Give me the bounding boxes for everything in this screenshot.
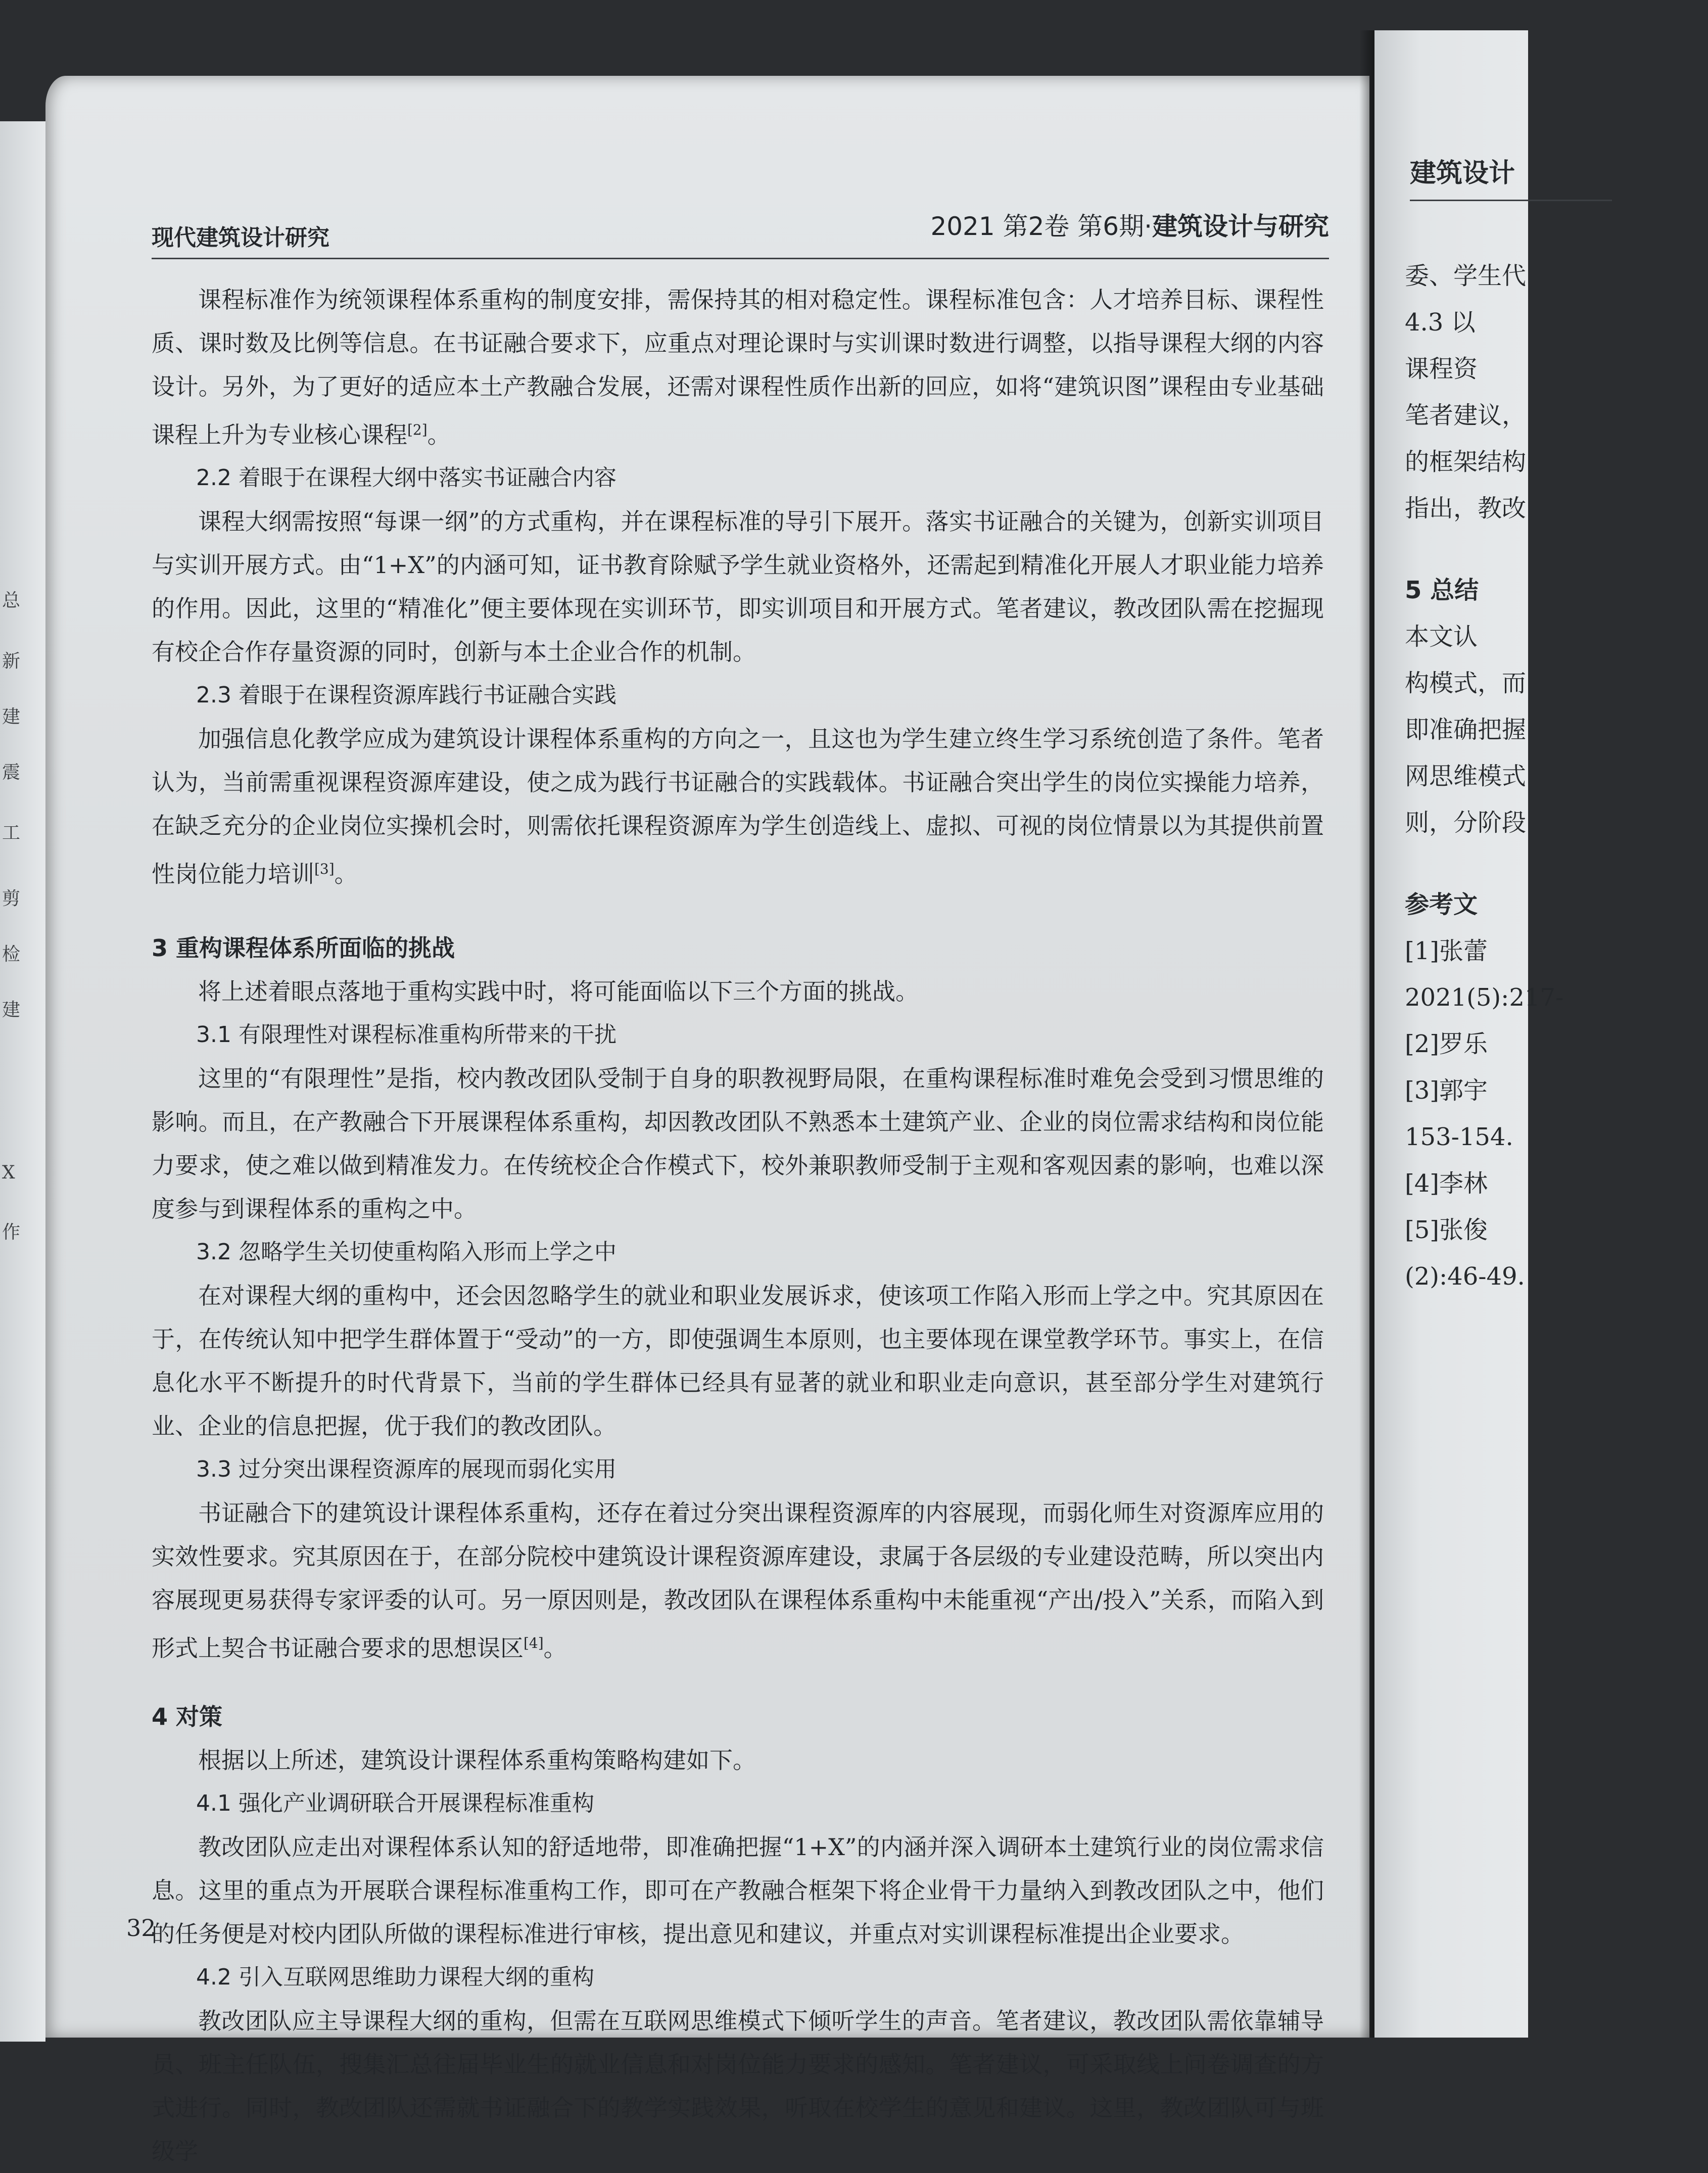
paragraph: 在对课程大纲的重构中，还会因忽略学生的就业和职业发展诉求，使该项工作陷入形而上学之中。究其原因在于，在传统认知中把学生群体置于“受动”的一方，即使强调生本原则，也主要体现在课堂教学环节。事实上，在信息化水平不断提升的时代背景下，当前的学生群体已经具有显著的就业和职业走向意识，甚至部分学生对建筑行业、企业的信息把握，优于我们的教改团队。 [152, 1282, 1324, 1440]
right-page-line: [3]郭宇 [1405, 1076, 1488, 1105]
paragraph: 书证融合下的建筑设计课程体系重构，还存在着过分突出课程资源库的内容展现，而弱化师生对资源库应用的实效性要求。究其原因在于，在部分院校中建筑设计课程资源库建设，隶属于各层级的专业建设范畴，所以突出内容展现更易获得专家评委的认可。另一原因则是，教改团队在课程体系重构中未能重视“产出/投入”关系，而陷入到形式上契合书证融合要求的思想误区[4]。 [152, 1499, 1324, 1662]
paragraph: 课程标准作为统领课程体系重构的制度安排，需保持其的相对稳定性。课程标准包含：人才培养目标、课程性质、课时数及比例等信息。在书证融合要求下，应重点对理论课时与实训课时数进行调整，以指导课程大纲的内容设计。另外，为了更好的适应本土产教融合发展，还需对课程性质作出新的回应，如将“建筑识图”课程由专业基础课程上升为专业核心课程[2]。 [152, 286, 1324, 449]
right-page-line: 委、学生代 [1405, 262, 1527, 290]
subsection-heading: 3.2 忽略学生关切使重构陷入形而上学之中 [196, 1239, 616, 1265]
subsection-heading: 3.1 有限理性对课程标准重构所带来的干扰 [196, 1021, 616, 1048]
right-page-line: 2021(5):217- [1405, 983, 1564, 1012]
issue-number: 2021 第2卷 第6期· [930, 212, 1152, 241]
right-page-line: 指出，教改 [1405, 494, 1527, 523]
left-page-glyph: 剪 [2, 888, 21, 909]
left-page-glyph: 总 [2, 590, 21, 611]
subsection-heading: 4.2 引入互联网思维助力课程大纲的重构 [196, 1964, 594, 1990]
right-page-line: 4.3 以 [1405, 308, 1476, 337]
right-page-line: 网思维模式 [1405, 762, 1527, 790]
journal-name: 现代建筑设计研究 [152, 225, 329, 251]
subsection-heading: 4.1 强化产业调研联合开展课程标准重构 [196, 1790, 594, 1816]
left-page-edge [0, 121, 45, 2042]
subsection-heading: 2.2 着眼于在课程大纲中落实书证融合内容 [196, 465, 616, 491]
left-page-glyph: 工 [2, 823, 21, 843]
right-page-header: 建筑设计 [1410, 152, 1612, 201]
paragraph: 课程大纲需按照“每课一纲”的方式重构，并在课程标准的导引下展开。落实书证融合的关键为，创新实训项目与实训开展方式。由“1+X”的内涵可知，证书教育除赋予学生就业资格外，还需起到精准化开展人才职业能力培养的作用。因此，这里的“精准化”便主要体现在实训环节，即实训项目和开展方式。笔者建议，教改团队需在挖掘现有校企合作存量资源的同时，创新与本土企业合作的机制。 [152, 508, 1324, 666]
left-page-glyph: 检 [2, 944, 21, 965]
citation-ref: [3] [314, 861, 335, 878]
citation-ref: [2] [407, 421, 428, 438]
right-page-line: 笔者建议， [1405, 401, 1527, 430]
paragraph: 教改团队应主导课程大纲的重构，但需在互联网思维模式下倾听学生的声音。笔者建议，教改团队需依靠辅导员、班主任队伍，搜集汇总往届毕业生的就业信息和对岗位能力要求的感知。笔者建议，可采取线上问卷调查的方式进行。同时，教改团队还需就书证融合下的教学实践效果，听取在校学生的意见和建议。这里，教改团队可与班级学 [152, 2007, 1324, 2165]
right-page-line: 的框架结构 [1405, 448, 1527, 476]
issue-info [930, 206, 1329, 243]
left-page-glyph: 作 [2, 1222, 21, 1243]
right-page-line: [1]张蕾 [1405, 937, 1488, 965]
right-page-text [1405, 253, 1708, 1300]
right-page-line: [4]李林 [1405, 1169, 1488, 1198]
page-number: 32 [126, 1914, 156, 1942]
subsection-heading: 2.3 着眼于在课程资源库践行书证融合实践 [196, 682, 616, 708]
left-page-glyph: 新 [2, 651, 21, 672]
right-page-line: 课程资 [1405, 355, 1478, 383]
right-page-line: 本文认 [1405, 623, 1478, 651]
paragraph: 这里的“有限理性”是指，校内教改团队受制于自身的职教视野局限，在重构课程标准时难免会受到习惯思维的影响。而且，在产教融合下开展课程体系重构，却因教改团队不熟悉本土建筑产业、企业的岗位需求结构和岗位能力要求，使之难以做到精准发力。在传统校企合作模式下，校外兼职教师受制于主观和客观因素的影响，也难以深度参与到课程体系的重构之中。 [152, 1064, 1324, 1222]
right-page-line: 参考文 [1405, 890, 1478, 919]
right-page-edge [1374, 30, 1564, 2038]
right-page-line: 则，分阶段 [1405, 809, 1527, 837]
right-page-line: 即准确把握 [1405, 716, 1527, 744]
left-page-glyph: 震 [2, 762, 21, 783]
right-page-line: [2]罗乐 [1405, 1030, 1488, 1058]
right-page-line: [5]张俊 [1405, 1216, 1488, 1244]
right-page-line: (2):46-49. [1405, 1262, 1525, 1291]
subsection-heading: 3.3 过分突出课程资源库的展现而弱化实用 [196, 1456, 616, 1482]
paragraph: 将上述着眼点落地于重构实践中时，将可能面临以下三个方面的挑战。 [198, 977, 919, 1005]
page-header [152, 197, 1329, 259]
paragraph: 加强信息化教学应成为建筑设计课程体系重构的方向之一，且这也为学生建立终生学习系统创造了条件。笔者认为，当前需重视课程资源库建设，使之成为践行书证融合的实践载体。书证融合突出学生的岗位实操能力培养，在缺乏充分的企业岗位实操机会时，则需依托课程资源库为学生创造线上、虚拟、可视的岗位情景以为其提供前置性岗位能力培训[3]。 [152, 725, 1324, 888]
right-page-line [1405, 846, 1708, 881]
left-page-glyph: 建 [2, 1000, 21, 1020]
right-page-line: 构模式，而 [1405, 669, 1527, 697]
journal-page [45, 76, 1369, 2165]
right-page-line: 5 总结 [1405, 576, 1479, 604]
citation-ref: [4] [524, 1634, 544, 1651]
left-page-glyph: X [2, 1162, 15, 1183]
section-heading: 3 重构课程体系所面临的挑战 [152, 934, 455, 962]
section-title: 建筑设计与研究 [1152, 212, 1329, 241]
left-page-glyph: 建 [2, 706, 21, 727]
right-page-line [1405, 532, 1708, 567]
right-page-line: 153-154. [1405, 1123, 1513, 1151]
paragraph: 教改团队应走出对课程体系认知的舒适地带，即准确把握“1+X”的内涵并深入调研本土建筑行业的岗位需求信息。这里的重点为开展联合课程标准重构工作，即可在产教融合框架下将企业骨干力量纳入到教改团队之中，他们的任务便是对校内团队所做的课程标准进行审核，提出意见和建议，并重点对实训课程标准提出企业要求。 [152, 1833, 1324, 1948]
paragraph: 根据以上所述，建筑设计课程体系重构策略构建如下。 [198, 1746, 756, 1774]
section-heading: 4 对策 [152, 1703, 223, 1730]
article-body [152, 278, 1324, 2173]
